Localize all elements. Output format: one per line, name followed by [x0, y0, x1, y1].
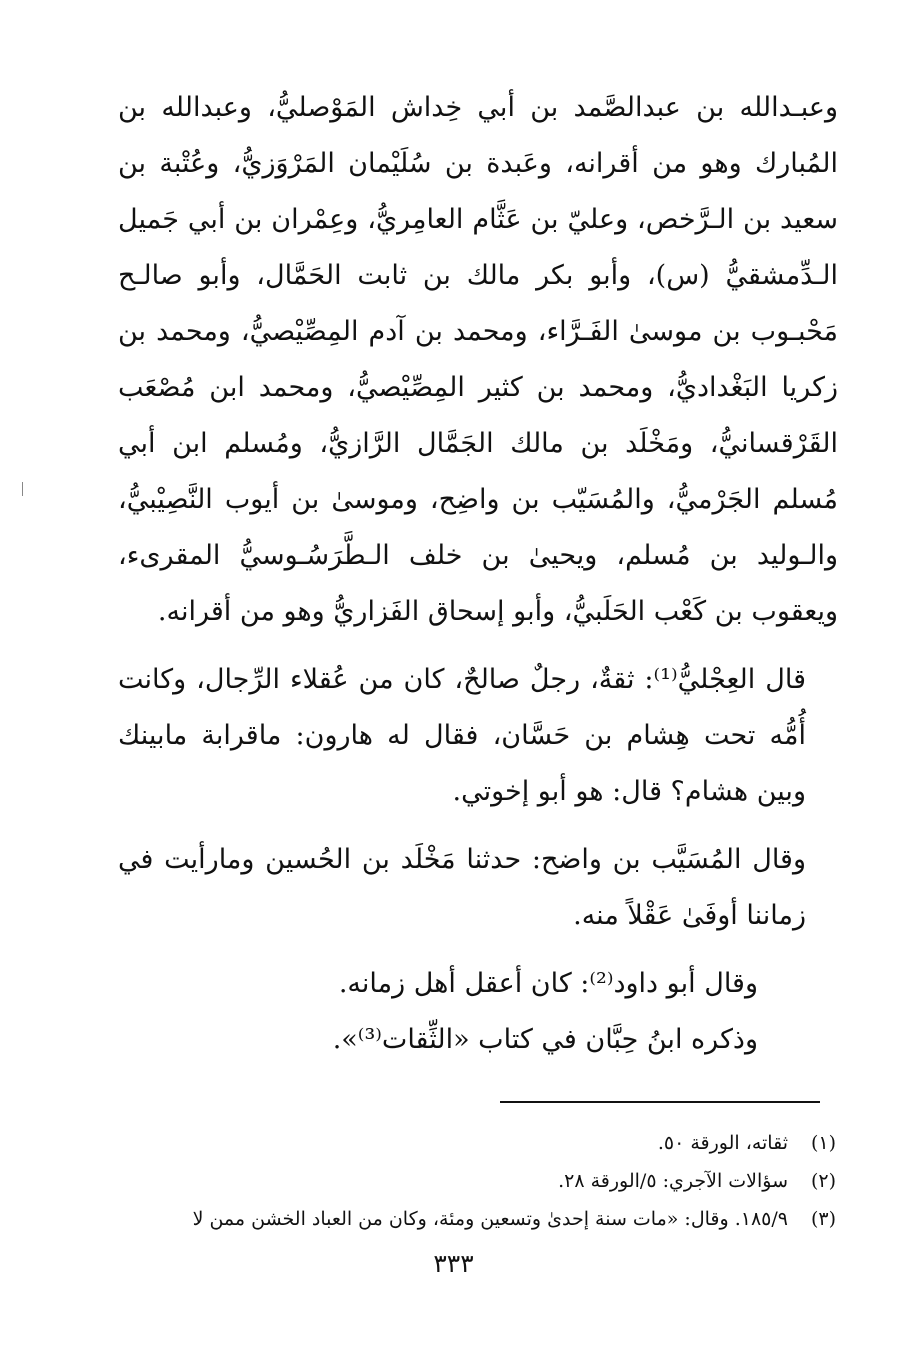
- footnote-number: (١): [810, 1132, 836, 1154]
- footnote-text: سؤالات الآجري: ٥/الورقة ٢٨.: [558, 1170, 788, 1192]
- footnote-3: [118, 1200, 836, 1238]
- abu-dawud-line: وقال أبو داود⁽²⁾: كان أعقل أهل زمانه.: [338, 968, 758, 999]
- ijli-quote-paragraph: قال العِجْليُّ⁽¹⁾: ثقةٌ، رجلٌ صالحٌ، كان من عُقلاء الرِّجال، وكانت أُمُّه تحت هِشام بن حَسَّان، فقال له هارون: ماقرابة مابينك وبين هشام؟ قال: هو أبو إخوتي.: [118, 664, 806, 807]
- main-text: [118, 80, 838, 1068]
- footnote-1: [118, 1124, 836, 1162]
- page-number: ٣٣٣: [433, 1249, 474, 1278]
- footnote-2: [118, 1162, 836, 1200]
- footnotes: [118, 1124, 836, 1238]
- footnote-text: ثقاته، الورقة ٥٠.: [657, 1132, 788, 1154]
- ibn-hibban-line: وذكره ابنُ حِبَّان في كتاب «الثِّقات⁽³⁾».: [332, 1024, 758, 1055]
- footnote-text: ١٨٥/٩. وقال: «مات سنة إحدىٰ وتسعين ومئة، وكان من العباد الخشن ممن لا: [192, 1208, 788, 1230]
- musayyab-quote-paragraph: وقال المُسَيَّب بن واضح: حدثنا مَخْلَد بن الحُسين ومارأيت في زماننا أوفَىٰ عَقْلاً منه.: [118, 844, 806, 931]
- footnote-divider: [500, 1101, 820, 1103]
- footnote-number: (٢): [810, 1170, 836, 1192]
- margin-mark: [22, 482, 23, 496]
- narrators-paragraph: وعبـدالله بن عبدالصَّمد بن أبي خِداش المَوْصليُّ، وعبدالله بن المُبارك وهو من أقرانه، وعَبدة بن سُلَيْمان المَرْوَزيُّ، وعُتْبة بن سعيد بن الـرَّخص، وعليّ بن عَثَّام العامِريُّ، وعِمْران بن أبي جَميل الـدِّمشقيُّ (س)، وأبو بكر مالك بن ثابت الحَمَّال، وأبو صالـح مَحْبـوب بن موسىٰ الفَـرَّاء، ومحمد بن آدم المِصِّيْصيُّ، ومحمد بن زكريا البَغْداديُّ، ومحمد بن كثير المِصِّيْصيُّ، ومحمد ابن مُصْعَب القَرْقسانيُّ، ومَخْلَد بن مالك الجَمَّال الرَّازيُّ، ومُسلم ابن أبي مُسلم الجَرْميُّ، والمُسَيّب بن واضِح، وموسىٰ بن أيوب النَّصِيْبيُّ، والـوليد بن مُسلم، ويحيىٰ بن خلف الـطَّرَسُـوسيُّ المقرىء، ويعقوب بن كَعْب الحَلَبيُّ، وأبو إسحاق الفَزاريُّ وهو من أقرانه.: [118, 92, 838, 627]
- footnote-number: (٣): [810, 1208, 836, 1230]
